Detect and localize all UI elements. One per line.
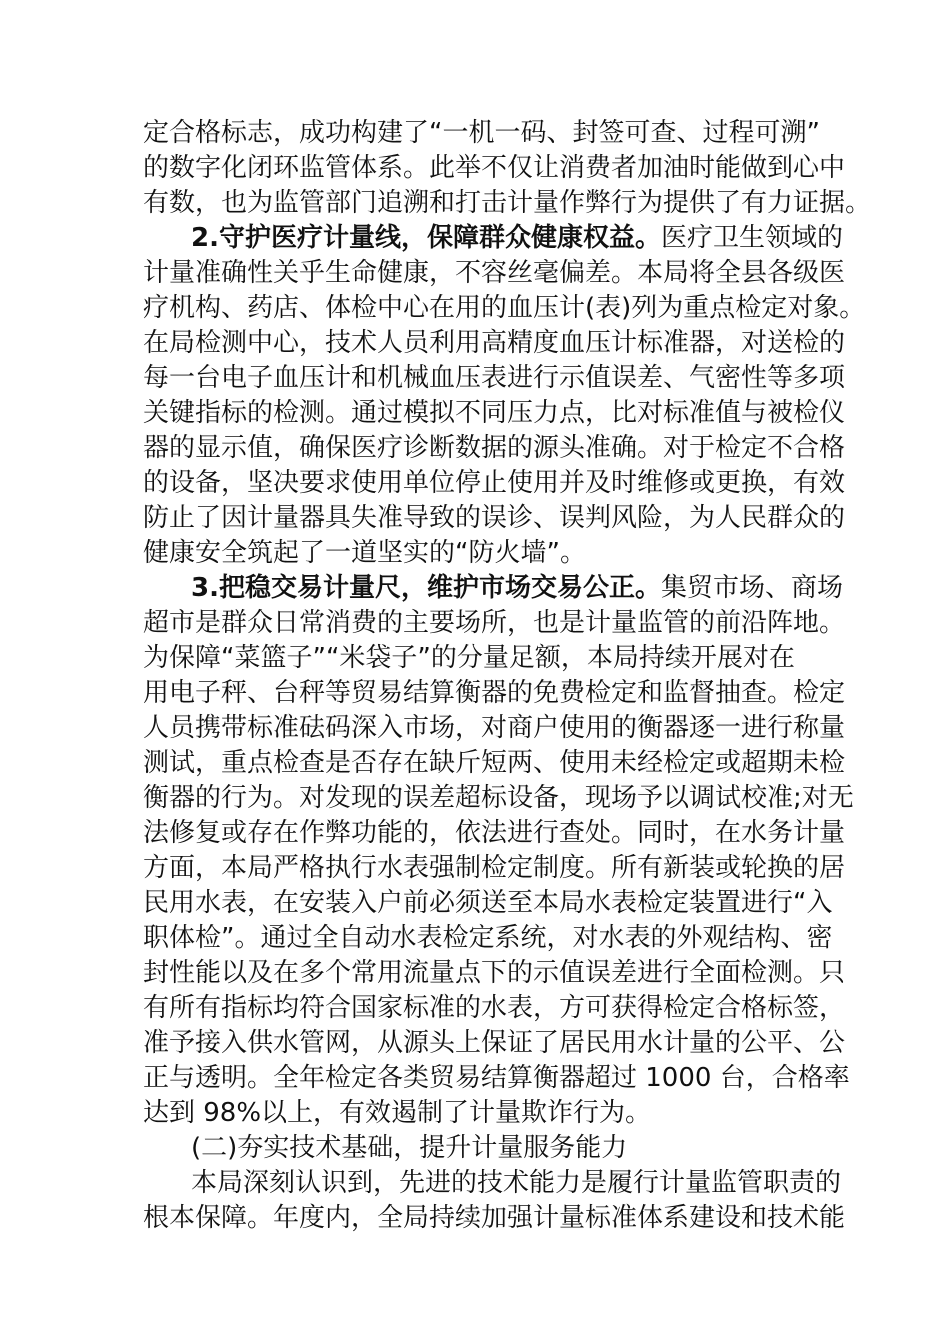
paragraph-line: 正与透明。全年检定各类贸易结算衡器超过 1000 台，合格率 (143, 1063, 850, 1093)
heading-line (191, 571, 843, 605)
paragraph-line: 封性能以及在多个常用流量点下的示值误差进行全面检测。只 (143, 958, 846, 988)
paragraph-line: 定合格标志，成功构建了“一机一码、封签可查、过程可溯” (143, 118, 820, 148)
paragraph-line: 每一台电子血压计和机械血压表进行示值误差、气密性等多项 (143, 363, 846, 393)
paragraph-line: 职体检”。通过全自动水表检定系统，对水表的外观结构、密 (143, 923, 833, 953)
paragraph-line: 超市是群众日常消费的主要场所，也是计量监管的前沿阵地。 (143, 608, 846, 638)
paragraph-line: 方面，本局严格执行水表强制检定制度。所有新装或轮换的居 (143, 853, 846, 883)
paragraph-line: 人员携带标准砝码深入市场，对商户使用的衡器逐一进行称量 (143, 713, 846, 743)
paragraph-line: 疗机构、药店、体检中心在用的血压计(表)列为重点检定对象。 (143, 293, 866, 323)
paragraph-line: 用电子秤、台秤等贸易结算衡器的免费检定和监督抽查。检定 (143, 678, 846, 708)
paragraph-line: 民用水表，在安装入户前必须送至本局水表检定装置进行“入 (143, 888, 833, 918)
paragraph-line: 有数，也为监管部门追溯和打击计量作弊行为提供了有力证据。 (143, 188, 872, 218)
paragraph-line: 关键指标的检测。通过模拟不同压力点，比对标准值与被检仪 (143, 398, 846, 428)
paragraph-line: 的设备，坚决要求使用单位停止使用并及时维修或更换，有效 (143, 468, 846, 498)
paragraph-line: 器的显示值，确保医疗诊断数据的源头准确。对于检定不合格 (143, 433, 846, 463)
paragraph-line: 测试，重点检查是否存在缺斤短两、使用未经检定或超期未检 (143, 748, 846, 778)
paragraph-line: 衡器的行为。对发现的误差超标设备，现场予以调试校准;对无 (143, 783, 854, 813)
paragraph-text: 医疗卫生领域的 (660, 223, 843, 253)
paragraph-line: 达到 98%以上，有效遏制了计量欺诈行为。 (143, 1098, 652, 1128)
paragraph-line: 法修复或存在作弊功能的，依法进行查处。同时，在水务计量 (143, 818, 846, 848)
paragraph-line: 根本保障。年度内，全局持续加强计量标准体系建设和技术能 (143, 1203, 846, 1233)
paragraph-text: 集贸市场、商场 (660, 573, 843, 603)
paragraph-line: 健康安全筑起了一道坚实的“防火墙”。 (143, 538, 586, 568)
paragraph-line: 本局深刻认识到，先进的技术能力是履行计量监管职责的 (191, 1168, 842, 1198)
paragraph-line: 的数字化闭环监管体系。此举不仅让消费者加油时能做到心中 (143, 153, 846, 183)
paragraph-line: 有所有指标均符合国家标准的水表，方可获得检定合格标签， (143, 993, 846, 1023)
heading-line (191, 221, 843, 255)
paragraph-line: 防止了因计量器具失准导致的误诊、误判风险，为人民群众的 (143, 503, 846, 533)
paragraph-line: 在局检测中心，技术人员利用高精度血压计标准器，对送检的 (143, 328, 846, 358)
paragraph-line: 为保障“菜篮子”“米袋子”的分量足额，本局持续开展对在 (143, 643, 795, 673)
section-heading: 3.把稳交易计量尺，维护市场交易公正。 (191, 573, 661, 603)
paragraph-line: 计量准确性关乎生命健康，不容丝毫偏差。本局将全县各级医 (143, 258, 846, 288)
subsection-heading: (二)夯实技术基础，提升计量服务能力 (191, 1133, 628, 1163)
section-heading: 2.守护医疗计量线，保障群众健康权益。 (191, 223, 661, 253)
paragraph-line: 准予接入供水管网，从源头上保证了居民用水计量的公平、公 (143, 1028, 846, 1058)
